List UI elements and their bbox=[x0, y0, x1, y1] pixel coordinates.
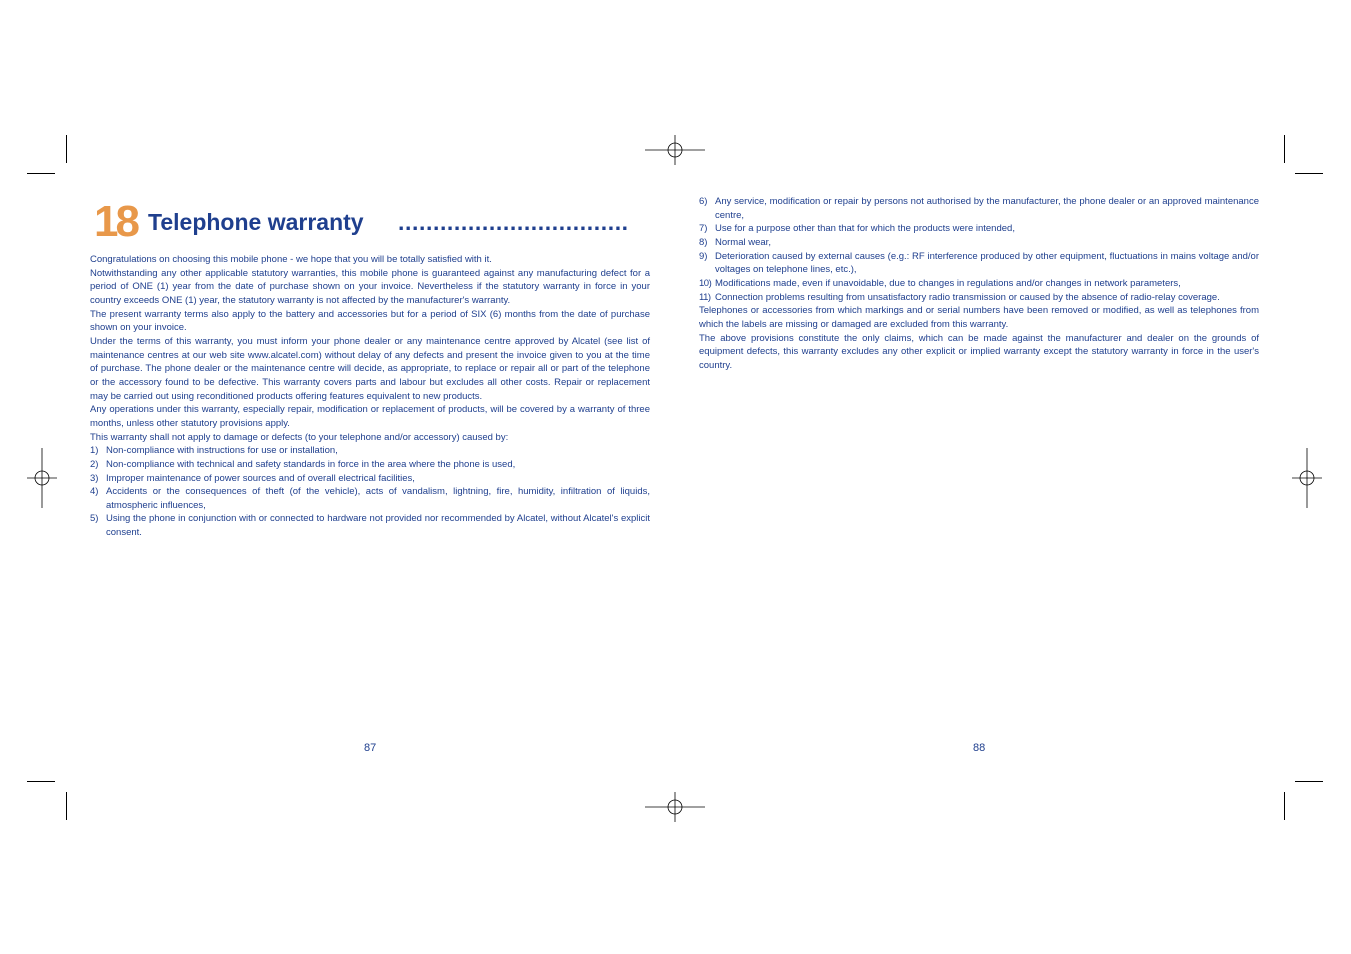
chapter-leader-dots: ................................. bbox=[398, 209, 629, 235]
crop-mark-icon bbox=[1295, 173, 1323, 174]
list-item bbox=[699, 250, 1259, 277]
list-item bbox=[699, 291, 1259, 305]
list-item-text: Normal wear, bbox=[715, 236, 771, 248]
left-column bbox=[90, 253, 650, 540]
list-item-number: 11) bbox=[699, 291, 711, 303]
list-item-number: 8) bbox=[699, 236, 708, 248]
list-item-text: Accidents or the consequences of theft (of the vehicle), acts of vandalism, lightning, fire, humidity, infiltration of liquids, atmospheric influences, bbox=[106, 486, 650, 511]
list-item-number: 5) bbox=[90, 513, 99, 525]
list-item-text: Any service, modification or repair by persons not authorised by the manufacturer, the phone dealer or an approved maintenance centre, bbox=[715, 196, 1259, 221]
list-item-number: 10) bbox=[699, 277, 712, 289]
list-item bbox=[90, 512, 650, 539]
crop-mark-icon bbox=[66, 792, 67, 820]
list-item bbox=[90, 485, 650, 512]
list-item-text: Using the phone in conjunction with or connected to hardware not provided nor recommended by Alcatel, without Alcatel's explicit consent. bbox=[106, 513, 650, 539]
list-item-number: 2) bbox=[90, 458, 99, 470]
list-item-number: 6) bbox=[699, 196, 708, 207]
list-item-text: Deterioration caused by external causes (e.g.: RF interference produced by other equipment, fluctuations in mains voltage and/or voltages on telephone lines, etc.), bbox=[715, 250, 1259, 276]
chapter-heading bbox=[94, 197, 654, 246]
list-item-number: 7) bbox=[699, 223, 708, 235]
crop-mark-icon bbox=[1284, 135, 1285, 163]
paragraph: Telephones or accessories from which markings and or serial numbers have been removed or modified, as well as telephones from which the labels are missing or damaged are excluded from this warranty. bbox=[699, 305, 1259, 330]
list-item-text: Modifications made, even if unavoidable, due to changes in regulations and/or changes in network parameters, bbox=[715, 277, 1181, 289]
list-item-text: Improper maintenance of power sources and of overall electrical facilities, bbox=[106, 472, 415, 484]
list-item-text: Connection problems resulting from unsatisfactory radio transmission or caused by the absence of radio-relay coverage. bbox=[715, 291, 1220, 303]
page-number: 87 bbox=[364, 742, 377, 754]
list-item-number: 1) bbox=[90, 445, 99, 457]
crop-mark-icon bbox=[1284, 792, 1285, 820]
list-item-number: 4) bbox=[90, 486, 99, 498]
registration-mark-icon bbox=[27, 448, 57, 508]
crop-mark-icon bbox=[66, 135, 67, 163]
paragraph: Notwithstanding any other applicable statutory warranties, this mobile phone is guaranteed against any manufacturing defect for a period of ONE (1) year from the date of purchase shown on your invoice. Nevertheless if the statutory warranty in force in your country exceeds ONE (1) year, the statutory warranty is not affected by the manufacturer's warranty. bbox=[90, 267, 650, 306]
paragraph: Any operations under this warranty, especially repair, modification or replacement of products, will be covered by a warranty of three months, unless other statutory provisions apply. bbox=[90, 404, 650, 429]
page-number: 88 bbox=[973, 742, 986, 754]
paragraph: Under the terms of this warranty, you must inform your phone dealer or any maintenance centre approved by Alcatel (see list of maintenance centres at our web site www.alcatel.com) without delay of any defects and present the invoice given to you at the time of purchase. The phone dealer or the maintenance centre will decide, as appropriate, to replace or repair all or part of the telephone or the accessory found to be defective. This warranty covers parts and labour but excludes all other costs. Repair or replacement may be carried out using reconditioned products offering features equivalent to new products. bbox=[90, 335, 650, 402]
list-item-number: 3) bbox=[90, 472, 99, 484]
crop-mark-icon bbox=[27, 781, 55, 782]
list-item bbox=[90, 472, 650, 486]
list-item-text: Use for a purpose other than that for which the products were intended, bbox=[715, 223, 1015, 235]
paragraph: The present warranty terms also apply to the battery and accessories but for a period of SIX (6) months from the date of purchase shown on your invoice. bbox=[90, 308, 650, 334]
registration-mark-icon bbox=[645, 135, 705, 165]
crop-mark-icon bbox=[1295, 781, 1323, 782]
list-item bbox=[699, 236, 1259, 250]
registration-mark-icon bbox=[1292, 448, 1322, 508]
crop-mark-icon bbox=[27, 173, 55, 174]
right-column bbox=[699, 195, 1259, 373]
list-item bbox=[90, 458, 650, 472]
list-item bbox=[699, 195, 1259, 222]
chapter-number: 18 bbox=[94, 197, 137, 246]
list-item bbox=[90, 444, 650, 458]
list-item bbox=[699, 277, 1259, 291]
paragraph: Congratulations on choosing this mobile phone - we hope that you will be totally satisfied with it. bbox=[90, 254, 492, 265]
paragraph: This warranty shall not apply to damage or defects (to your telephone and/or accessory) caused by: bbox=[90, 431, 509, 443]
chapter-title: Telephone warranty bbox=[148, 209, 364, 235]
paragraph: The above provisions constitute the only claims, which can be made against the manufacturer and dealer on the grounds of equipment defects, this warranty excludes any other explicit or implied warranty except the statutory warranty in force in the user's country. bbox=[699, 332, 1259, 371]
list-item-number: 9) bbox=[699, 250, 708, 262]
list-item bbox=[699, 222, 1259, 236]
list-item-text: Non-compliance with technical and safety standards in force in the area where the phone is used, bbox=[106, 458, 516, 470]
list-item-text: Non-compliance with instructions for use or installation, bbox=[106, 445, 338, 457]
registration-mark-icon bbox=[645, 792, 705, 822]
